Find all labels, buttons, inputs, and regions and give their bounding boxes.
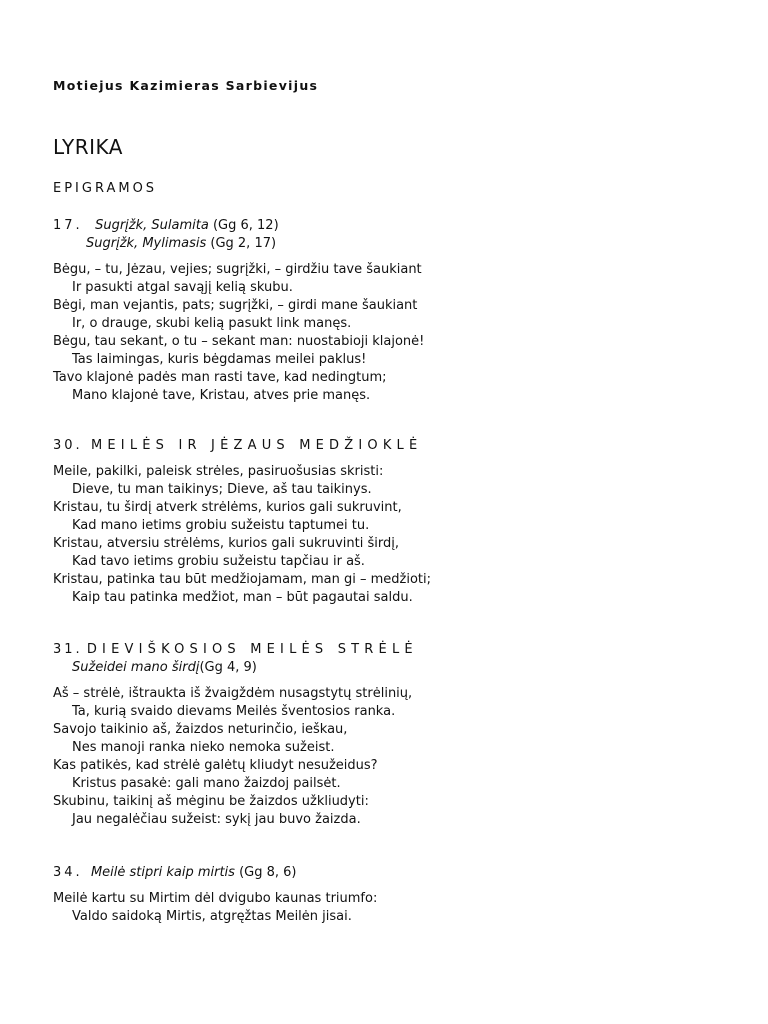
poem-30 — [53, 437, 743, 607]
scripture-citation-ref: (Gg 6, 12) — [208, 218, 279, 233]
poem-17-subheading — [53, 235, 743, 253]
section-title: EPIGRAMOS — [53, 181, 158, 196]
verse-line: Tas laimingas, kuris bėgdamas meilei paklus! — [72, 352, 367, 367]
poem-31-heading — [53, 641, 743, 659]
scripture-citation-title: Sužeidei mano širdį — [72, 660, 200, 675]
verse-line: Kristau, atversiu strėlėms, kurios gali sukruvinti širdį, — [53, 536, 399, 551]
verse-line: Meile, pakilki, paleisk strėles, pasiruošusias skristi: — [53, 464, 384, 479]
poem-30-heading — [53, 437, 743, 455]
verse-line: Kas patikės, kad strėlė galėtų kliudyt nesužeidus? — [53, 758, 378, 773]
verse-line: Ir pasukti atgal savąjį kelią skubu. — [72, 280, 293, 295]
verse-line: Jau negalėčiau sužeist: sykį jau buvo žaizda. — [72, 812, 361, 827]
verse-line: Bėgi, man vejantis, pats; sugrįžki, – girdi mane šaukiant — [53, 298, 418, 313]
verse-line: Skubinu, taikinį aš mėginu be žaizdos užkliudyti: — [53, 794, 369, 809]
verse-line: Aš – strėlė, ištraukta iš žvaigždėm nusagstytų strėlinių, — [53, 686, 413, 701]
poem-34-heading — [53, 864, 743, 882]
poem-31 — [53, 641, 743, 829]
poem-17-heading — [53, 217, 743, 235]
scripture-citation-ref: (Gg 4, 9) — [199, 660, 257, 675]
poem-title: DIEVIŠKOSIOS MEILĖS STRĖLĖ — [86, 642, 418, 657]
verse-line: Mano klajonė tave, Kristau, atves prie manęs. — [72, 388, 371, 403]
verse-line: Valdo saidoką Mirtis, atgręžtas Meilėn jisai. — [72, 909, 352, 924]
verse-line: Dieve, tu man taikinys; Dieve, aš tau taikinys. — [72, 482, 372, 497]
scripture-citation-ref: (Gg 2, 17) — [206, 236, 277, 251]
verse-line: Bėgu, tau sekant, o tu – sekant man: nuostabioji klajonė! — [53, 334, 425, 349]
verse-line: Kristau, tu širdį atverk strėlėms, kurios gali sukruvint, — [53, 500, 402, 515]
verse-line: Bėgu, – tu, Jėzau, vejies; sugrįžki, – girdžiu tave šaukiant — [53, 262, 422, 277]
book-title: LYRIKA — [53, 135, 123, 159]
poem-number: 30. — [53, 438, 83, 453]
verse-line: Savojo taikinio aš, žaizdos neturinčio, ieškau, — [53, 722, 348, 737]
scripture-citation-title: Meilė stipri kaip mirtis — [90, 865, 235, 880]
author-name: Motiejus Kazimieras Sarbievijus — [53, 78, 319, 93]
verse-line: Kad tavo ietims grobiu sužeistu tapčiau ir aš. — [72, 554, 365, 569]
poem-number: 31. — [53, 642, 83, 657]
poem-number: 17. — [53, 218, 83, 233]
scripture-citation-title: Sugrįžk, Sulamita — [95, 218, 209, 233]
verse-line: Kad mano ietims grobiu sužeistu taptumei tu. — [72, 518, 370, 533]
verse-line: Ir, o drauge, skubi kelią pasukt link manęs. — [72, 316, 352, 331]
verse-line: Kristau, patinka tau būt medžiojamam, man gi – medžioti; — [53, 572, 432, 587]
poem-34 — [53, 864, 743, 926]
verse-line: Tavo klajonė padės man rasti tave, kad nedingtum; — [53, 370, 387, 385]
scripture-citation-title: Sugrįžk, Mylimasis — [86, 236, 207, 251]
poem-title: MEILĖS IR JĖZAUS MEDŽIOKLĖ — [90, 438, 423, 453]
poem-31-subheading — [53, 659, 743, 677]
verse-line: Nes manoji ranka nieko nemoka sužeist. — [72, 740, 335, 755]
poem-17 — [53, 217, 743, 405]
verse-line: Ta, kurią svaido dievams Meilės šventosios ranka. — [72, 704, 396, 719]
verse-line: Meilė kartu su Mirtim dėl dvigubo kaunas triumfo: — [53, 891, 378, 906]
verse-line: Kaip tau patinka medžiot, man – būt pagautai saldu. — [72, 590, 413, 605]
verse-line: Kristus pasakė: gali mano žaizdoj pailsėt. — [72, 776, 341, 791]
scripture-citation-ref: (Gg 8, 6) — [234, 865, 297, 880]
poem-number: 34. — [53, 865, 83, 880]
